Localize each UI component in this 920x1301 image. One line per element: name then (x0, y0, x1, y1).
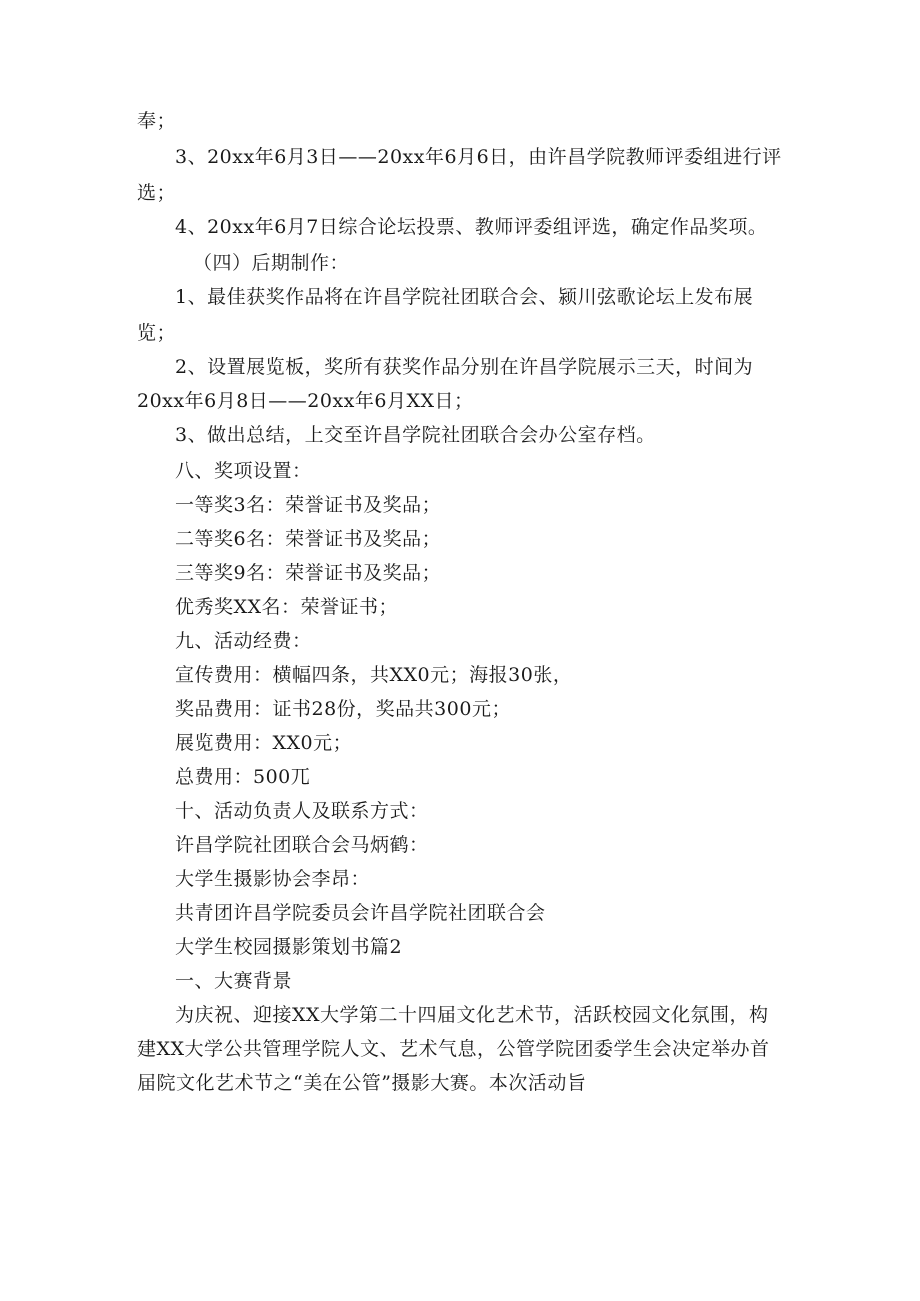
text-line: 2、设置展览板，奖所有获奖作品分别在许昌学院展示三天，时间为 (175, 356, 754, 378)
text-line: 20xx年6月8日——20xx年6月XX日； (137, 390, 474, 412)
section-heading: 一、大赛背景 (175, 970, 293, 992)
section-heading: 八、奖项设置： (175, 460, 312, 482)
text-line: 许昌学院社团联合会马炳鹤： (175, 834, 429, 856)
section-title: 大学生校园摄影策划书篇2 (175, 936, 403, 958)
text-line: 3、20xx年6月3日——20xx年6月6日，由许昌学院教师评委组进行评 (175, 146, 782, 168)
section-heading: 九、活动经费： (175, 630, 312, 652)
text-line: 展览费用：XX0元； (175, 732, 353, 754)
text-line: 届院文化艺术节之“美在公管”摄影大赛。本次活动旨 (137, 1072, 587, 1094)
text-line: 1、最佳获奖作品将在许昌学院社团联合会、颍川弦歌论坛上发布展 (175, 286, 754, 308)
text-line: 总费用：500兀 (175, 766, 311, 788)
section-heading: 十、活动负责人及联系方式： (175, 800, 429, 822)
text-line: 大学生摄影协会李昂： (175, 868, 371, 890)
text-line: 3、做出总结，上交至许昌学院社团联合会办公室存档。 (175, 424, 656, 446)
text-line: 共青团许昌学院委员会许昌学院社团联合会 (175, 902, 546, 924)
text-line: 4、20xx年6月7日综合论坛投票、教师评委组评选，确定作品奖项。 (175, 216, 768, 238)
text-line: 奖品费用：证书28份，奖品共300元； (175, 698, 511, 720)
text-line: 为庆祝、迎接XX大学第二十四届文化艺术节，活跃校园文化氛围，构 (175, 1004, 769, 1026)
text-line: 一等奖3名：荣誉证书及奖品； (175, 494, 442, 516)
text-line: 二等奖6名：荣誉证书及奖品； (175, 528, 442, 550)
text-line: 选； (137, 182, 177, 204)
section-heading: （四）后期制作： (193, 252, 350, 274)
text-line: 三等奖9名：荣誉证书及奖品； (175, 562, 442, 584)
text-line: 建XX大学公共管理学院人文、艺术气息，公管学院团委学生会决定举办首 (137, 1038, 770, 1060)
text-line: 优秀奖XX名：荣誉证书； (175, 596, 399, 618)
text-line: 宣传费用：横幅四条，共XX0元；海报30张， (175, 664, 573, 686)
text-line: 览； (137, 322, 177, 344)
text-line: 奉； (137, 110, 177, 132)
